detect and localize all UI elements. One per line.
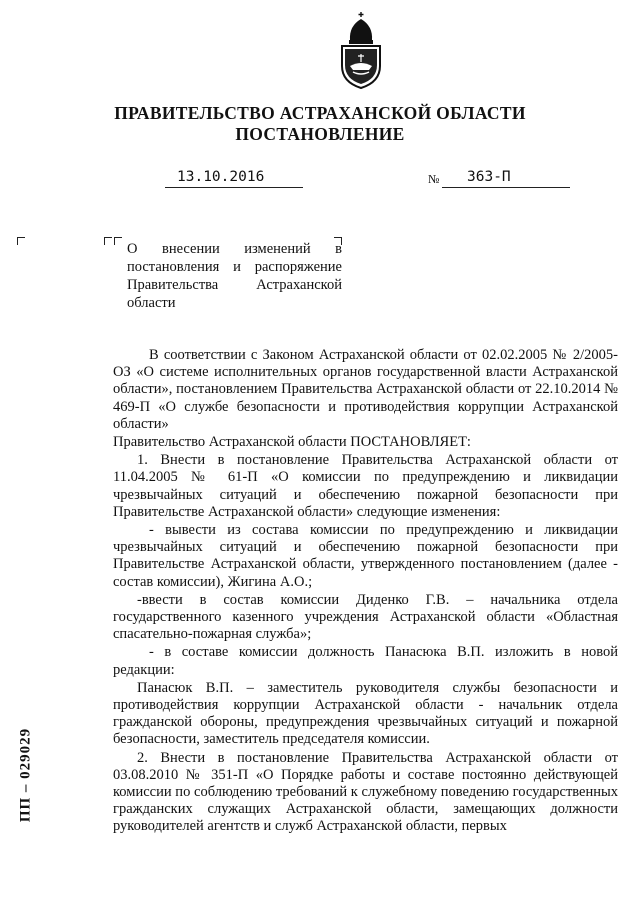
new-wording-paragraph: Панасюк В.П. – заместитель руководителя службы безопасности и противодействия коррупции Астраханской области - начальник отдела гражданской обороны, предупреждения чрезвычайных ситуаций и пожарной безопасности, заместитель председателя комиссии.: [113, 679, 618, 748]
document-subject: О внесении изменений в постановления и распоряжение Правительства Астраханской области: [127, 241, 342, 311]
preamble-paragraph: В соответствии с Законом Астраханской области от 02.02.2005 № 2/2005-ОЗ «О системе исполнительных органов государственной власти Астраханской области», постановлением Правительства Астраханской области от 22.10.2014 № 469-П «О службе безопасности и противодействия коррупции Астраханской области»: [113, 347, 618, 432]
document-type-title: ПОСТАНОВЛЕНИЕ: [235, 124, 405, 144]
government-title: ПРАВИТЕЛЬСТВО АСТРАХАНСКОЙ ОБЛАСТИ: [114, 103, 526, 123]
number-value: 363-П: [467, 169, 511, 185]
resolution-paragraph: Правительство Астраханской области ПОСТАНОВЛЯЕТ:: [113, 434, 471, 451]
change-remove-paragraph: - вывести из состава комиссии по предупреждению и ликвидации чрезвычайных ситуаций и обеспечению пожарной безопасности при Правительстве Астраханской области, утвержденного постановлением (далее - состав комиссии), Жигина А.О.;: [113, 522, 618, 590]
document-body: [113, 347, 618, 837]
subject-corner-left: [114, 237, 122, 245]
item-2-paragraph: 2. Внести в постановление Правительства Астраханской области от 03.08.2010 № 351-П «О Порядке работы и составе постоянно действующей комиссии по соблюдению требований к служебному поведению государственных гражданских служащих Астраханской области, замещающих должности руководителей агентств и служб Астраханской области, первых: [113, 749, 618, 835]
number-sign: №: [428, 172, 440, 186]
item-1-paragraph: 1. Внести в постановление Правительства Астраханской области от 11.04.2005 № 61-П «О комиссии по предупреждению и ликвидации чрезвычайных ситуаций и обеспечению пожарной безопасности при Правительстве Астраханской области» следующие изменения:: [113, 452, 618, 520]
date-value: 13.10.2016: [177, 169, 265, 185]
change-add-paragraph: -ввести в состав комиссии Диденко Г.В. – начальника отдела государственного казенного учреждения Астраханской области «Областная спасательно-пожарная служба»;: [113, 591, 618, 643]
margin-corner-mark: [17, 237, 25, 245]
margin-serial-number: ПП – 029029: [17, 727, 34, 823]
coat-of-arms-icon: [336, 10, 386, 90]
change-position-paragraph: - в составе комиссии должность Панасюка В.П. изложить в новой редакции:: [113, 644, 618, 678]
date-field: [165, 169, 303, 188]
number-field: [442, 169, 570, 188]
subject-corner-left-outer: [104, 237, 112, 245]
